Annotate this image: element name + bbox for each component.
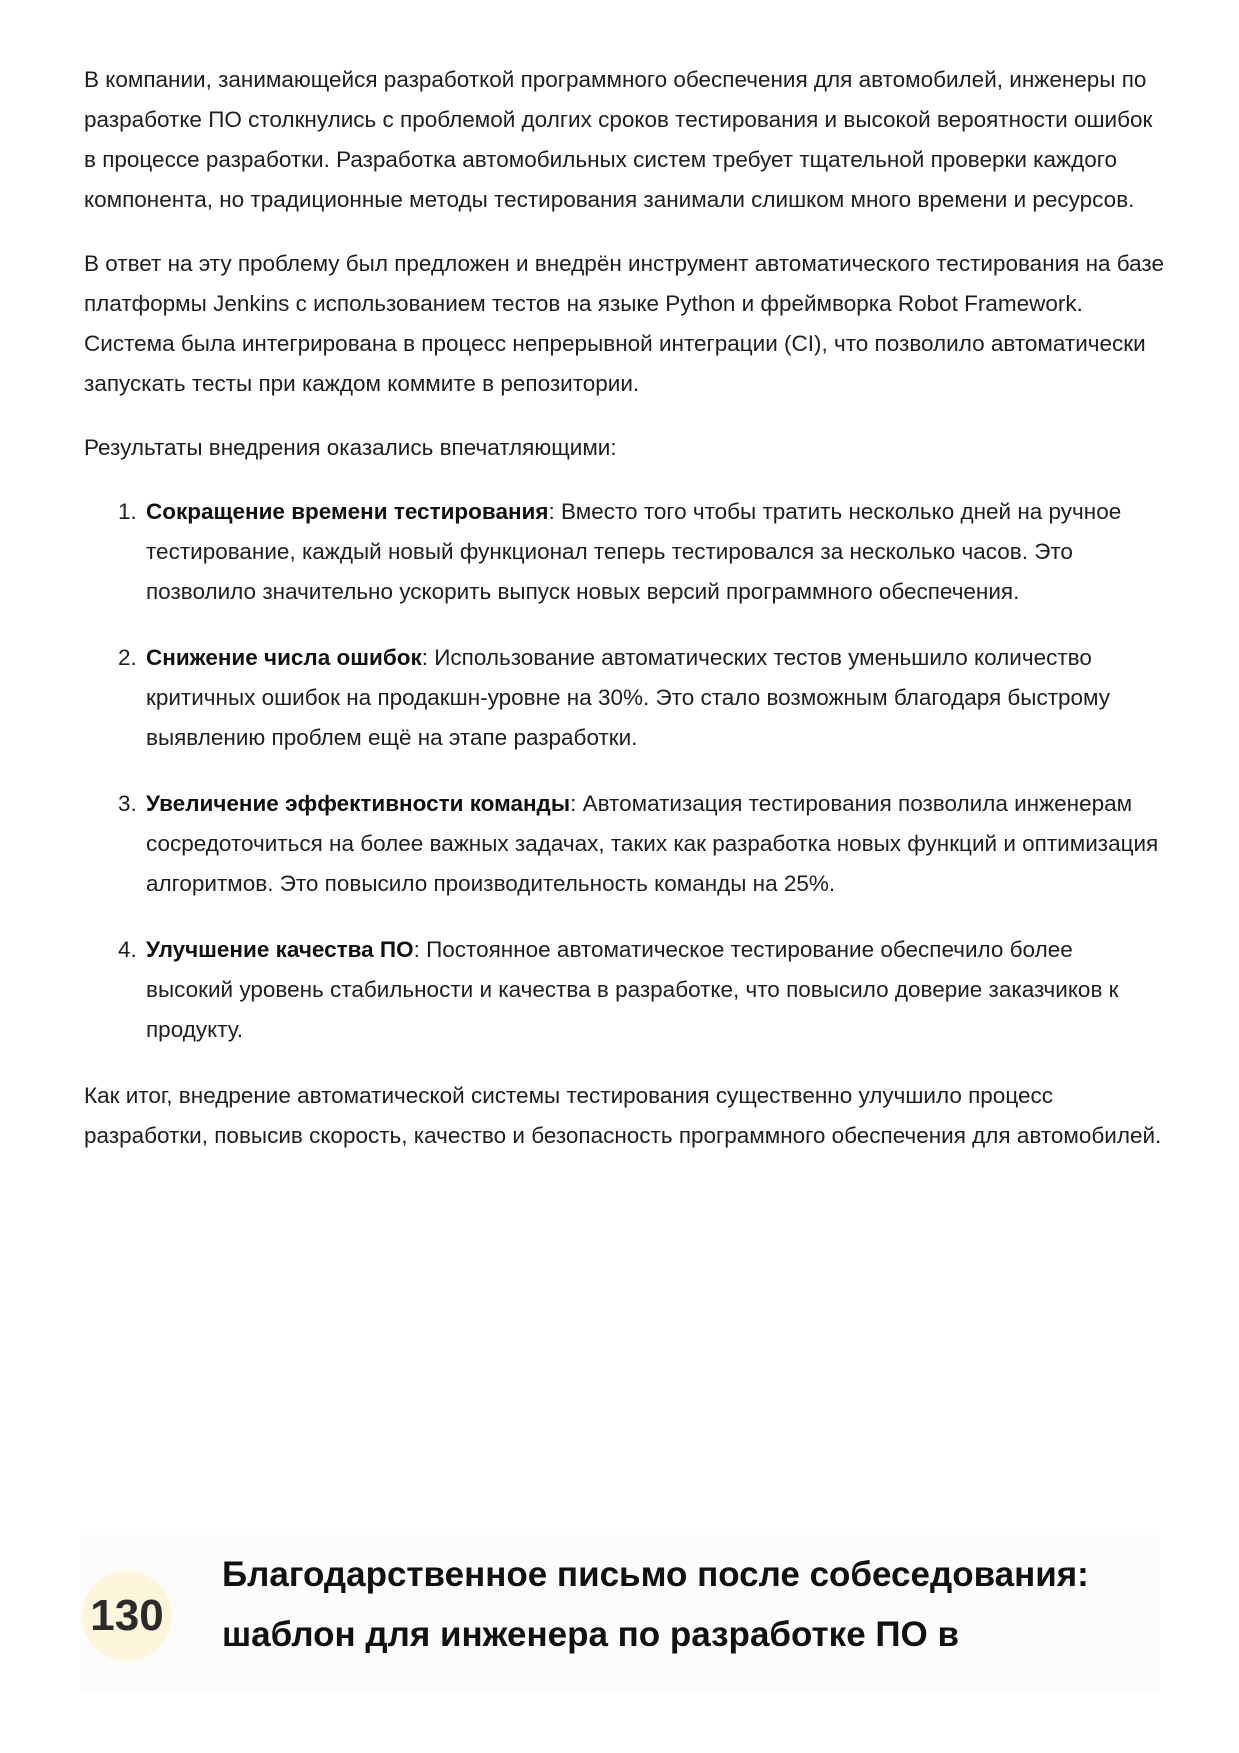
list-item-text: : Вместо того чтобы тратить несколько дней на ручное тестирование, каждый новый функционал теперь тестировался за несколько часов. Это позволило значительно ускорить выпуск новых версий программного обеспечения.	[146, 499, 1122, 604]
list-item	[84, 638, 1164, 758]
results-lead: Результаты внедрения оказались впечатляющими:	[84, 435, 617, 460]
results-list	[84, 492, 1164, 1050]
closing-paragraph: Как итог, внедрение автоматической системы тестирования существенно улучшило процесс разработки, повысив скорость, качество и безопасность программного обеспечения для автомобилей.	[84, 1083, 1162, 1148]
intro-paragraph-1: В компании, занимающейся разработкой программного обеспечения для автомобилей, инженеры по разработке ПО столкнулись с проблемой долгих сроков тестирования и высокой вероятности ошибок в процессе разработки. Разработка автомобильных систем требует тщательной проверки каждого компонента, но традиционные методы тестирования занимали слишком много времени и ресурсов.	[84, 67, 1153, 212]
list-item-title: Снижение числа ошибок	[146, 645, 422, 670]
list-item-title: Улучшение качества ПО	[146, 937, 414, 962]
list-item-text: : Использование автоматических тестов уменьшило количество критичных ошибок на продакшн-уровне на 30%. Это стало возможным благодаря быстрому выявлению проблем ещё на этапе разработки.	[146, 645, 1111, 750]
list-item-number: 2.	[118, 645, 137, 670]
list-item-number: 3.	[118, 791, 137, 816]
list-item	[84, 930, 1164, 1050]
list-item	[84, 784, 1164, 904]
document-body	[84, 60, 1164, 1180]
list-item	[84, 492, 1164, 612]
section-header	[80, 1535, 1160, 1690]
list-item-number: 4.	[118, 937, 137, 962]
section-title: Благодарственное письмо после собеседования: шаблон для инженера по разработке ПО в	[222, 1555, 1089, 1654]
section-number-badge: 130	[82, 1571, 172, 1661]
list-item-text: : Постоянное автоматическое тестирование обеспечило более высокий уровень стабильности и качества в разработке, что повысило доверие заказчиков к продукту.	[146, 937, 1119, 1042]
list-item-number: 1.	[118, 499, 137, 524]
intro-paragraph-2: В ответ на эту проблему был предложен и внедрён инструмент автоматического тестирования на базе платформы Jenkins с использованием тестов на языке Python и фреймворка Robot Framework. Система была интегрирована в процесс непрерывной интеграции (CI), что позволило автоматически запускать тесты при каждом коммите в репозитории.	[84, 251, 1165, 396]
list-item-text: : Автоматизация тестирования позволила инженерам сосредоточиться на более важных задачах, таких как разработка новых функций и оптимизация алгоритмов. Это повысило производительность команды на 25%.	[146, 791, 1159, 896]
list-item-title: Увеличение эффективности команды	[146, 791, 571, 816]
list-item-title: Сокращение времени тестирования	[146, 499, 549, 524]
